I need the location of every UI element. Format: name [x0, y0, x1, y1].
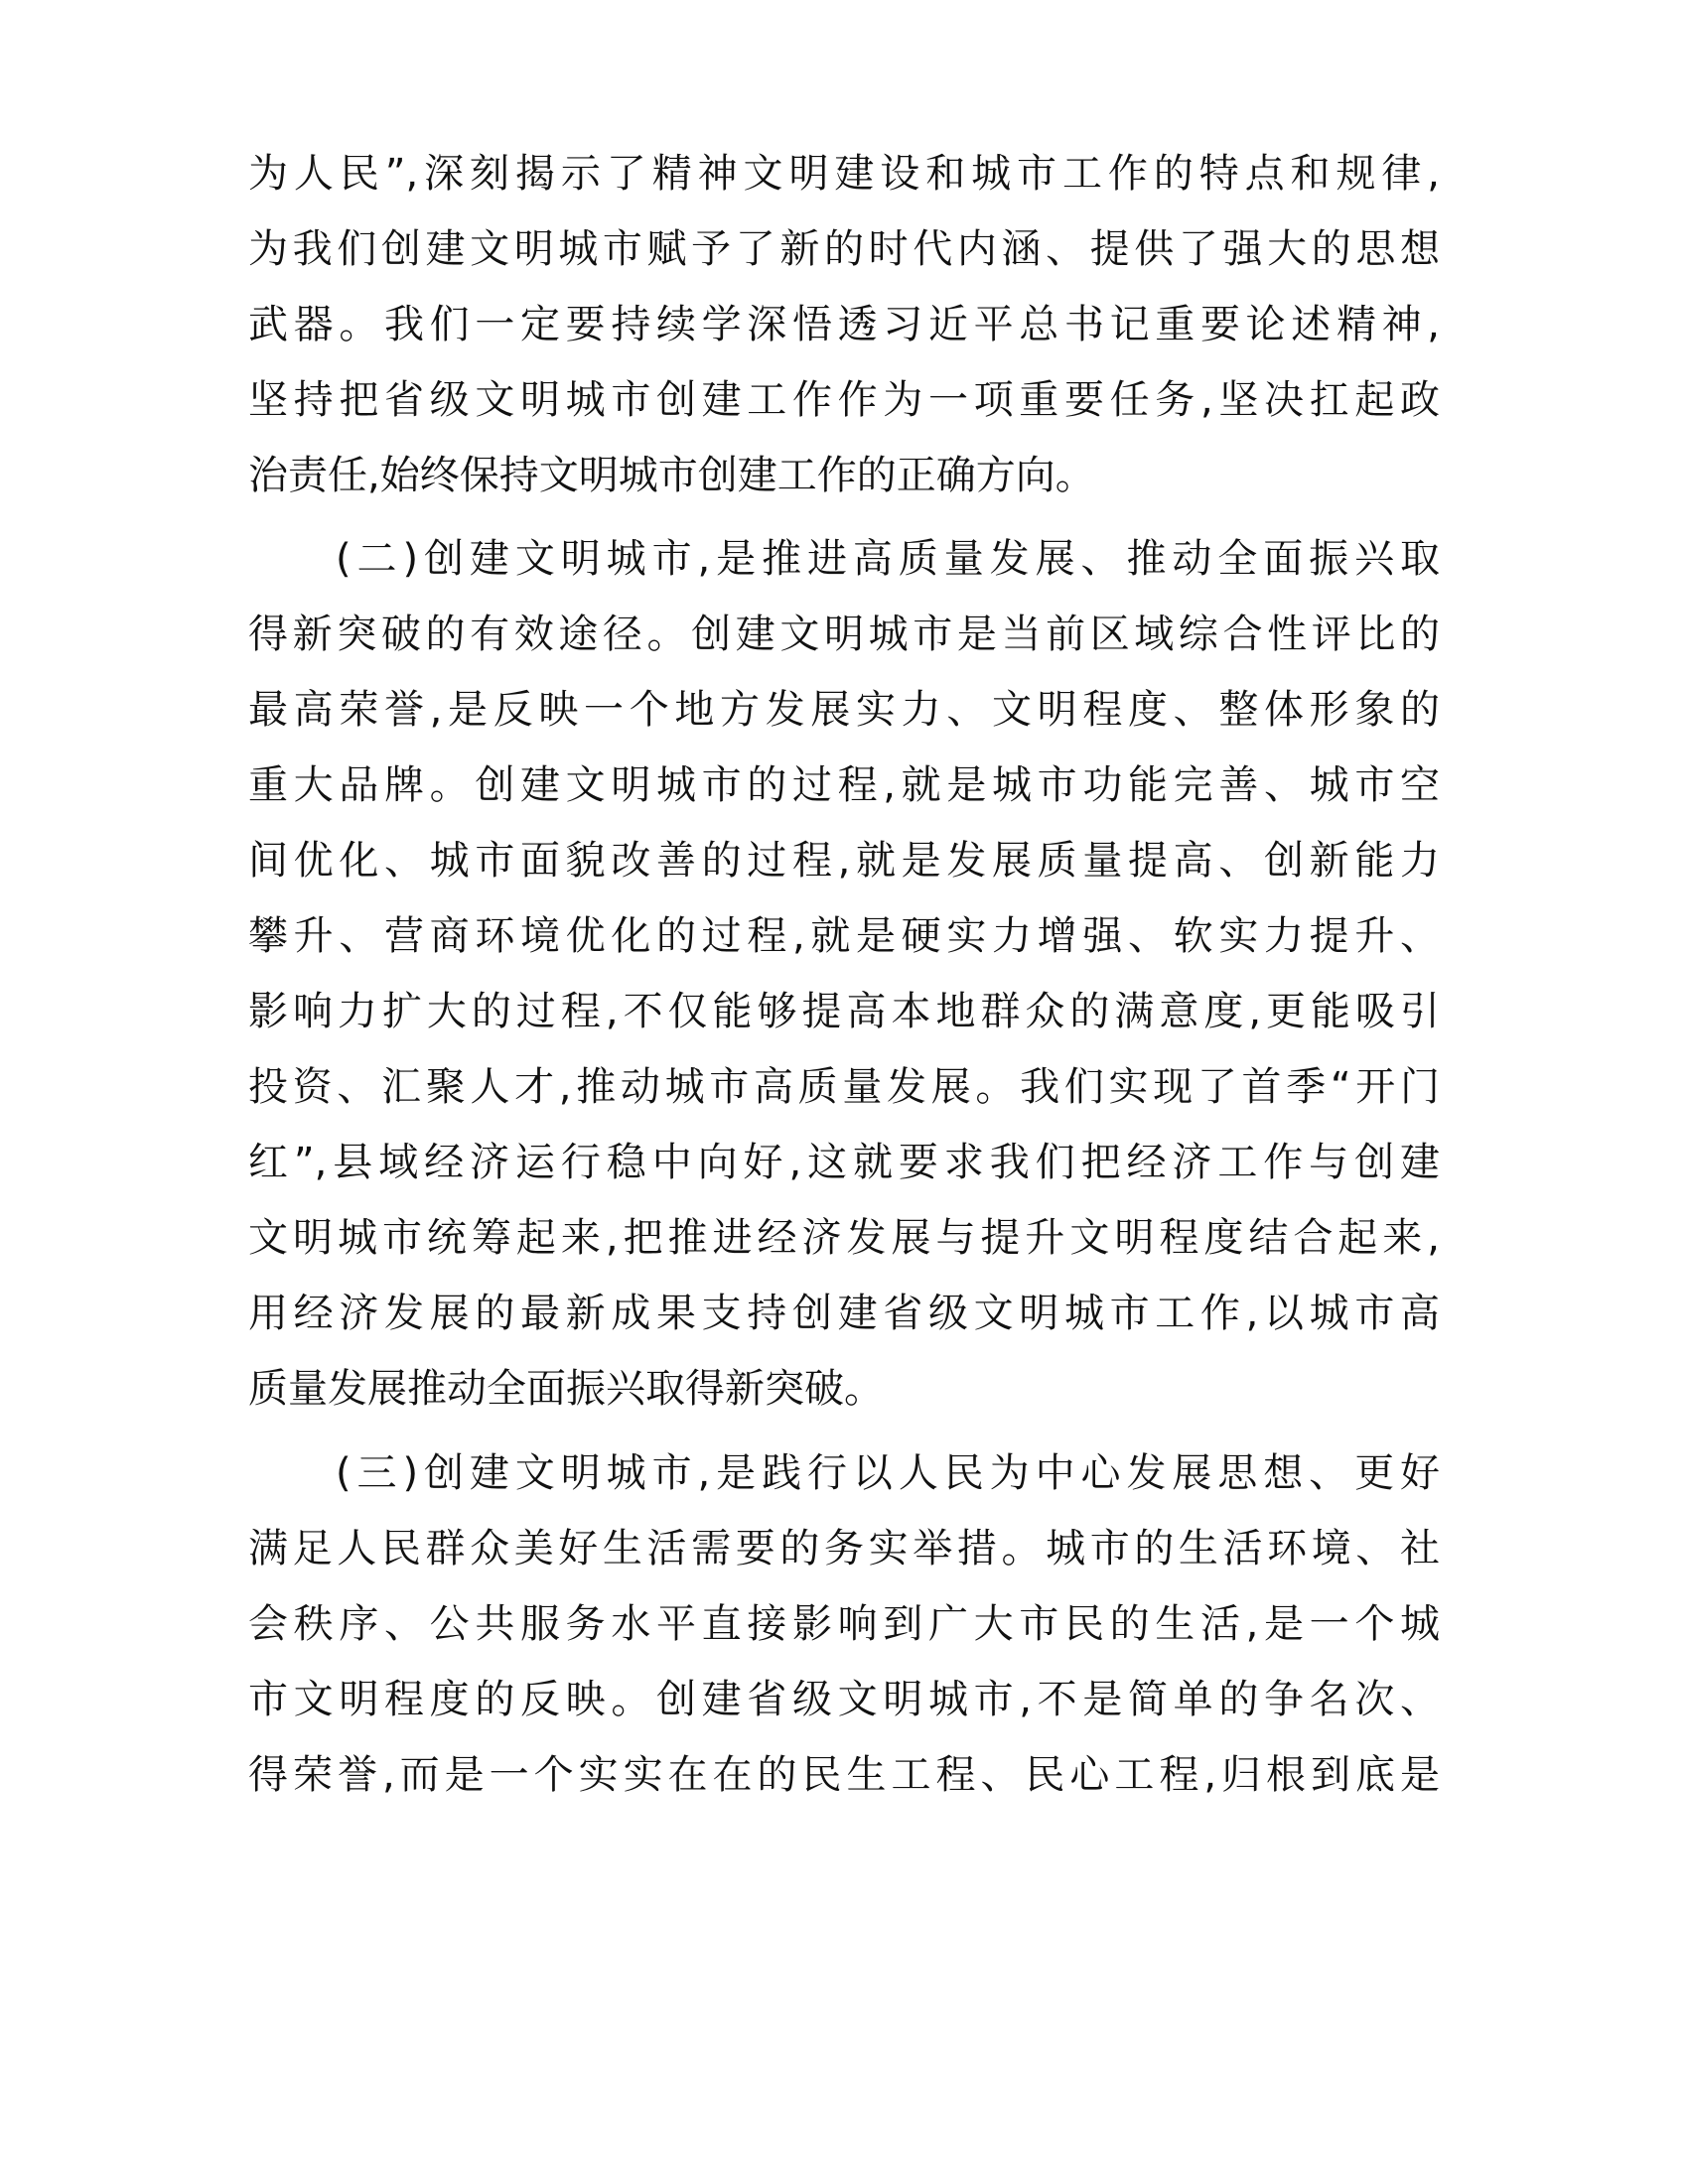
- text-line: 满足人民群众美好生活需要的务实举措。城市的生活环境、社: [248, 1526, 1440, 1571]
- text-line: 用经济发展的最新成果支持创建省级文明城市工作,以城市高: [248, 1291, 1440, 1336]
- text-line: 重大品牌。创建文明城市的过程,就是城市功能完善、城市空: [248, 762, 1440, 808]
- text-line: 治责任,始终保持文明城市创建工作的正确方向。: [248, 453, 1095, 498]
- text-line: 市文明程度的反映。创建省级文明城市,不是简单的争名次、: [248, 1677, 1440, 1722]
- text-line: 为人民”,深刻揭示了精神文明建设和城市工作的特点和规律,: [248, 151, 1440, 197]
- text-line: 质量发展推动全面振兴取得新突破。: [248, 1366, 884, 1412]
- text-line: 最高荣誉,是反映一个地方发展实力、文明程度、整体形象的: [248, 687, 1440, 733]
- text-line: 会秩序、公共服务水平直接影响到广大市民的生活,是一个城: [248, 1601, 1440, 1647]
- text-line: 文明城市统筹起来,把推进经济发展与提升文明程度结合起来,: [248, 1215, 1440, 1261]
- text-line: 得荣誉,而是一个实实在在的民生工程、民心工程,归根到底是: [248, 1752, 1440, 1798]
- text-line: 得新突破的有效途径。创建文明城市是当前区域综合性评比的: [248, 612, 1440, 657]
- text-line: (二)创建文明城市,是推进高质量发展、推动全面振兴取: [336, 536, 1440, 582]
- text-line: 武器。我们一定要持续学深悟透习近平总书记重要论述精神,: [248, 302, 1440, 347]
- text-line: (三)创建文明城市,是践行以人民为中心发展思想、更好: [336, 1450, 1440, 1496]
- text-line: 为我们创建文明城市赋予了新的时代内涵、提供了强大的思想: [248, 226, 1440, 272]
- text-line: 攀升、营商环境优化的过程,就是硬实力增强、软实力提升、: [248, 913, 1440, 959]
- text-line: 坚持把省级文明城市创建工作作为一项重要任务,坚决扛起政: [248, 377, 1440, 423]
- text-line: 影响力扩大的过程,不仅能够提高本地群众的满意度,更能吸引: [248, 989, 1440, 1034]
- text-line: 投资、汇聚人才,推动城市高质量发展。我们实现了首季“开门: [248, 1064, 1440, 1110]
- text-line: 间优化、城市面貌改善的过程,就是发展质量提高、创新能力: [248, 838, 1440, 884]
- text-line: 红”,县域经济运行稳中向好,这就要求我们把经济工作与创建: [248, 1140, 1440, 1185]
